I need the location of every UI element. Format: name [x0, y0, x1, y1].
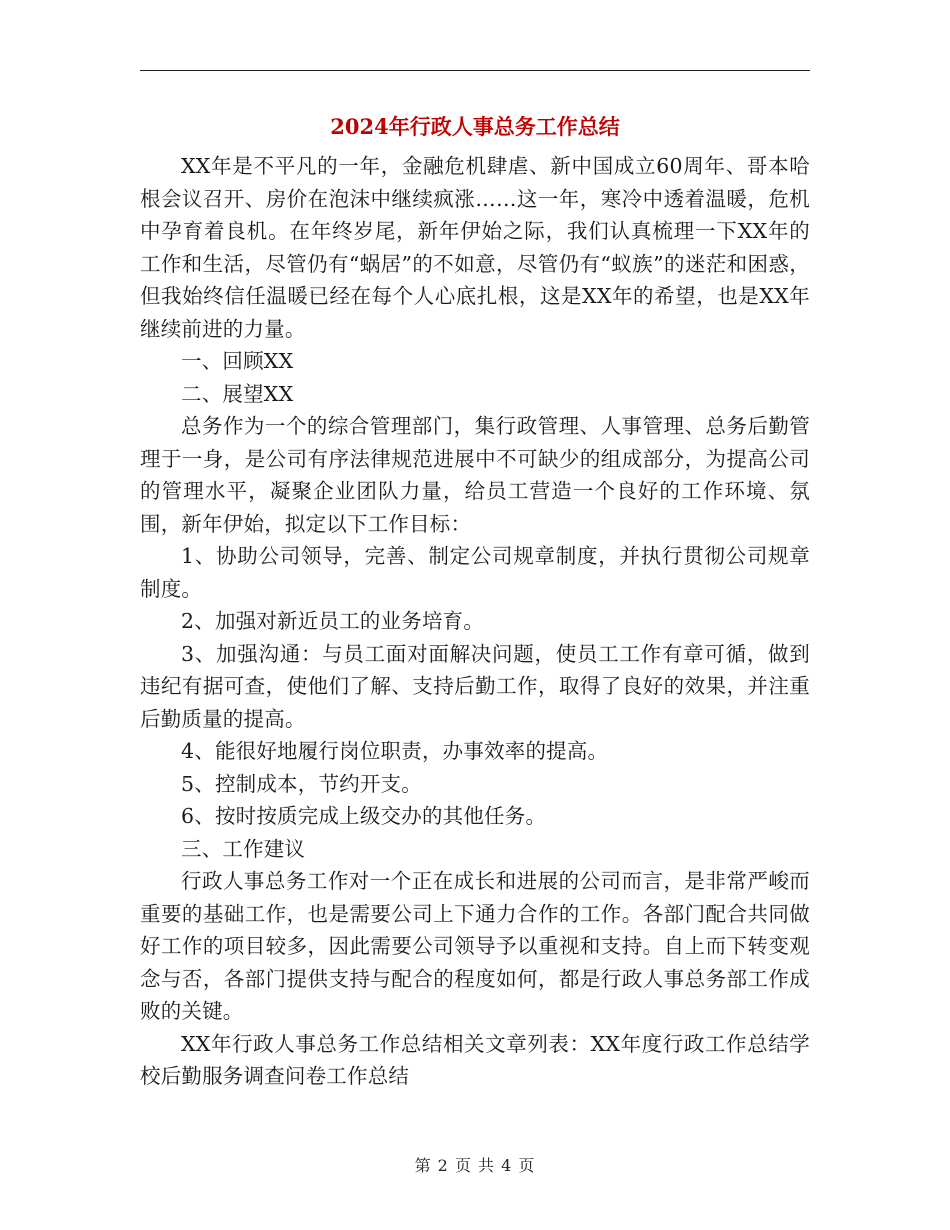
- document-title: 2024年行政人事总务工作总结: [330, 114, 620, 139]
- section-heading-review: 一、回顾XX: [181, 349, 294, 373]
- header-rule: [140, 70, 810, 71]
- goal-item-4: 4、能很好地履行岗位职责，办事效率的提高。: [181, 739, 609, 763]
- suggestions-paragraph: 行政人事总务工作对一个正在成长和进展的公司而言，是非常严峻而重要的基础工作，也是需要公司上下通力合作的工作。各部门配合共同做好工作的项目较多，因此需要公司领导予以重视和支持。自上而下转变观念与否，各部门提供支持与配合的程度如何，都是行政人事总务部工作成败的关键。: [140, 869, 810, 1023]
- goal-item-3: 3、加强沟通：与员工面对面解决问题，使员工工作有章可循，做到违纪有据可查，使他们了解、支持后勤工作，取得了良好的效果，并注重后勤质量的提高。: [140, 641, 810, 731]
- page-number-footer: 第 2 页 共 4 页: [414, 1156, 536, 1175]
- intro-paragraph: XX年是不平凡的一年，金融危机肆虐、新中国成立60周年、哥本哈根会议召开、房价在泡沫中继续疯涨……这一年，寒冷中透着温暖，危机中孕育着良机。在年终岁尾，新年伊始之际，我们认真梳理一下XX年的工作和生活，尽管仍有“蜗居”的不如意，尽管仍有“蚁族”的迷茫和困惑，但我始终信任温暖已经在每个人心底扎根，这是XX年的希望，也是XX年继续前进的力量。: [140, 154, 810, 341]
- goal-item-1: 1、协助公司领导，完善、制定公司规章制度，并执行贯彻公司规章制度。: [140, 544, 810, 601]
- section-heading-suggestions: 三、工作建议: [181, 836, 306, 861]
- goal-item-2: 2、加强对新近员工的业务培育。: [181, 609, 485, 633]
- document-body: [140, 150, 810, 1093]
- related-articles-paragraph: XX年行政人事总务工作总结相关文章列表：XX年度行政工作总结学校后勤服务调查问卷工作总结: [140, 1031, 810, 1088]
- goal-item-5: 5、控制成本，节约开支。: [181, 771, 422, 796]
- goal-item-6: 6、按时按质完成上级交办的其他任务。: [181, 804, 547, 828]
- section-heading-outlook: 二、展望XX: [181, 381, 294, 406]
- department-paragraph: 总务作为一个的综合管理部门，集行政管理、人事管理、总务后勤管理于一身，是公司有序法律规范进展中不可缺少的组成部分，为提高公司的管理水平，凝聚企业团队力量，给员工营造一个良好的工作环境、氛围，新年伊始，拟定以下工作目标：: [140, 414, 810, 536]
